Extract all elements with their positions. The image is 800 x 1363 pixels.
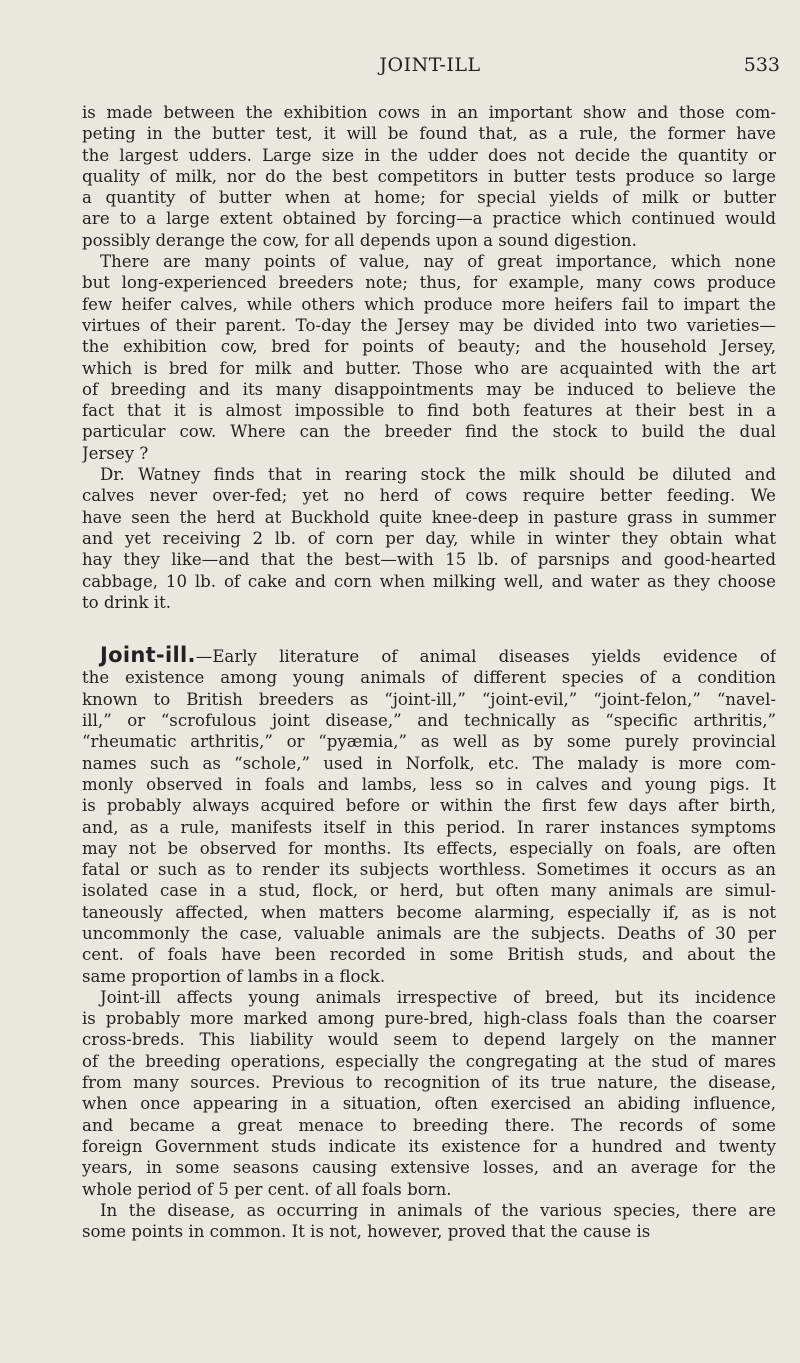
body-text [82,102,776,1242]
running-title: JOINT-ILL [379,54,481,76]
text-line: whole period of 5 per cent. of all foals born. [82,1179,452,1199]
text-line: few heifer calves, while others which produce more heifers fail to impart the [82,294,776,314]
text-line: the exhibition cow, bred for points of beauty; and the household Jersey, [82,337,776,357]
text-line: of the breeding operations, especially the congregating at the stud of mares [82,1051,776,1071]
text-line: fact that it is almost impossible to find both features at their best in a [82,401,776,421]
text-line: of breeding and its many disappointments may be induced to believe the [82,379,776,399]
page-number: 533 [743,54,780,76]
text-line: There are many points of value, nay of great importance, which none [100,252,776,272]
text-line: In the disease, as occurring in animals of the various species, there are [100,1200,776,1220]
text-line: monly observed in foals and lambs, less so in calves and young pigs. It [82,774,776,794]
text-line: the largest udders. Large size in the udder does not decide the quantity or [82,145,776,165]
text-line: fatal or such as to render its subjects worthless. Sometimes it occurs as an [82,860,776,880]
text-line: a quantity of butter when at home; for special yields of milk or butter [82,188,776,208]
text-line: are to a large extent obtained by forcing—a practice which continued would [82,209,776,229]
text-line: the existence among young animals of different species of a condition [82,668,776,688]
text-line: Jersey ? [82,443,149,463]
text-line: hay they like—and that the best—with 15 lb. of parsnips and good-hearted [82,550,776,570]
text-line: is made between the exhibition cows in an important show and those com- [82,103,776,122]
jersey-section [82,102,776,613]
text-line: particular cow. Where can the breeder find the stock to build the dual [82,422,776,442]
text-line: known to British breeders as “joint-ill,” “joint-evil,” “joint-felon,” “navel- [82,689,776,709]
text-line: isolated case in a stud, flock, or herd, but often many animals are simul- [82,881,776,901]
text-line: and yet receiving 2 lb. of corn per day, while in winter they obtain what [82,528,776,548]
text-line: is probably more marked among pure-bred, high-class foals than the coarser [82,1009,776,1029]
heading-line-text: —Early literature of animal diseases yields evidence of [195,647,776,667]
text-line: peting in the butter test, it will be found that, as a rule, the former have [82,124,776,144]
text-line: same proportion of lambs in a flock. [82,966,386,986]
text-line: possibly derange the cow, for all depends upon a sound digestion. [82,230,637,250]
text-line: Joint-ill affects young animals irrespective of breed, but its incidence [100,987,776,1007]
text-line: but long-experienced breeders note; thus, for example, many cows produce [82,273,776,293]
page-header [80,54,780,84]
text-line: cabbage, 10 lb. of cake and corn when milking well, and water as they choose [82,571,776,591]
text-line: to drink it. [82,592,172,612]
text-line: have seen the herd at Buckhold quite knee-deep in pasture grass in summer [82,507,776,527]
text-line: cross-breds. This liability would seem to depend largely on the manner [82,1030,776,1050]
text-line: from many sources. Previous to recognition of its true nature, the disease, [82,1073,776,1093]
joint-ill-section [82,645,776,1242]
text-line: is probably always acquired before or within the first few days after birth, [82,796,776,816]
text-line: years, in some seasons causing extensive losses, and an average for the [82,1158,776,1178]
text-line: names such as “schole,” used in Norfolk, etc. The malady is more com- [82,753,776,773]
text-line: and became a great menace to breeding there. The records of some [82,1115,776,1135]
text-line: and, as a rule, manifests itself in this period. In rarer instances symptoms [82,817,776,837]
text-line: taneously affected, when matters become alarming, especially if, as is not [82,902,776,922]
section-gap [82,613,776,645]
text-line: when once appearing in a situation, often exercised an abiding influence, [82,1094,776,1114]
text-line: ill,” or “scrofulous joint disease,” and technically as “specific arthritis,” [82,711,776,731]
text-line: Dr. Watney finds that in rearing stock the milk should be diluted and [100,465,776,485]
section-heading: Joint-ill. [100,645,196,668]
text-line: some points in common. It is not, however, proved that the cause is [82,1222,651,1242]
text-line: which is bred for milk and butter. Those who are acquainted with the art [82,358,776,378]
text-line: may not be observed for months. Its effects, especially on foals, are often [82,838,776,858]
text-line: “rheumatic arthritis,” or “pyæmia,” as well as by some purely provincial [82,732,776,752]
text-line: quality of milk, nor do the best competitors in butter tests produce so large [82,166,776,186]
text-line: virtues of their parent. To-day the Jersey may be divided into two varieties— [82,315,776,335]
text-line [82,645,776,667]
text-line: uncommonly the case, valuable animals are the subjects. Deaths of 30 per [82,923,776,943]
text-line: cent. of foals have been recorded in some British studs, and about the [82,945,776,965]
text-line: foreign Government studs indicate its existence for a hundred and twenty [82,1136,776,1156]
text-line: calves never over-fed; yet no herd of cows require better feeding. We [82,486,776,506]
